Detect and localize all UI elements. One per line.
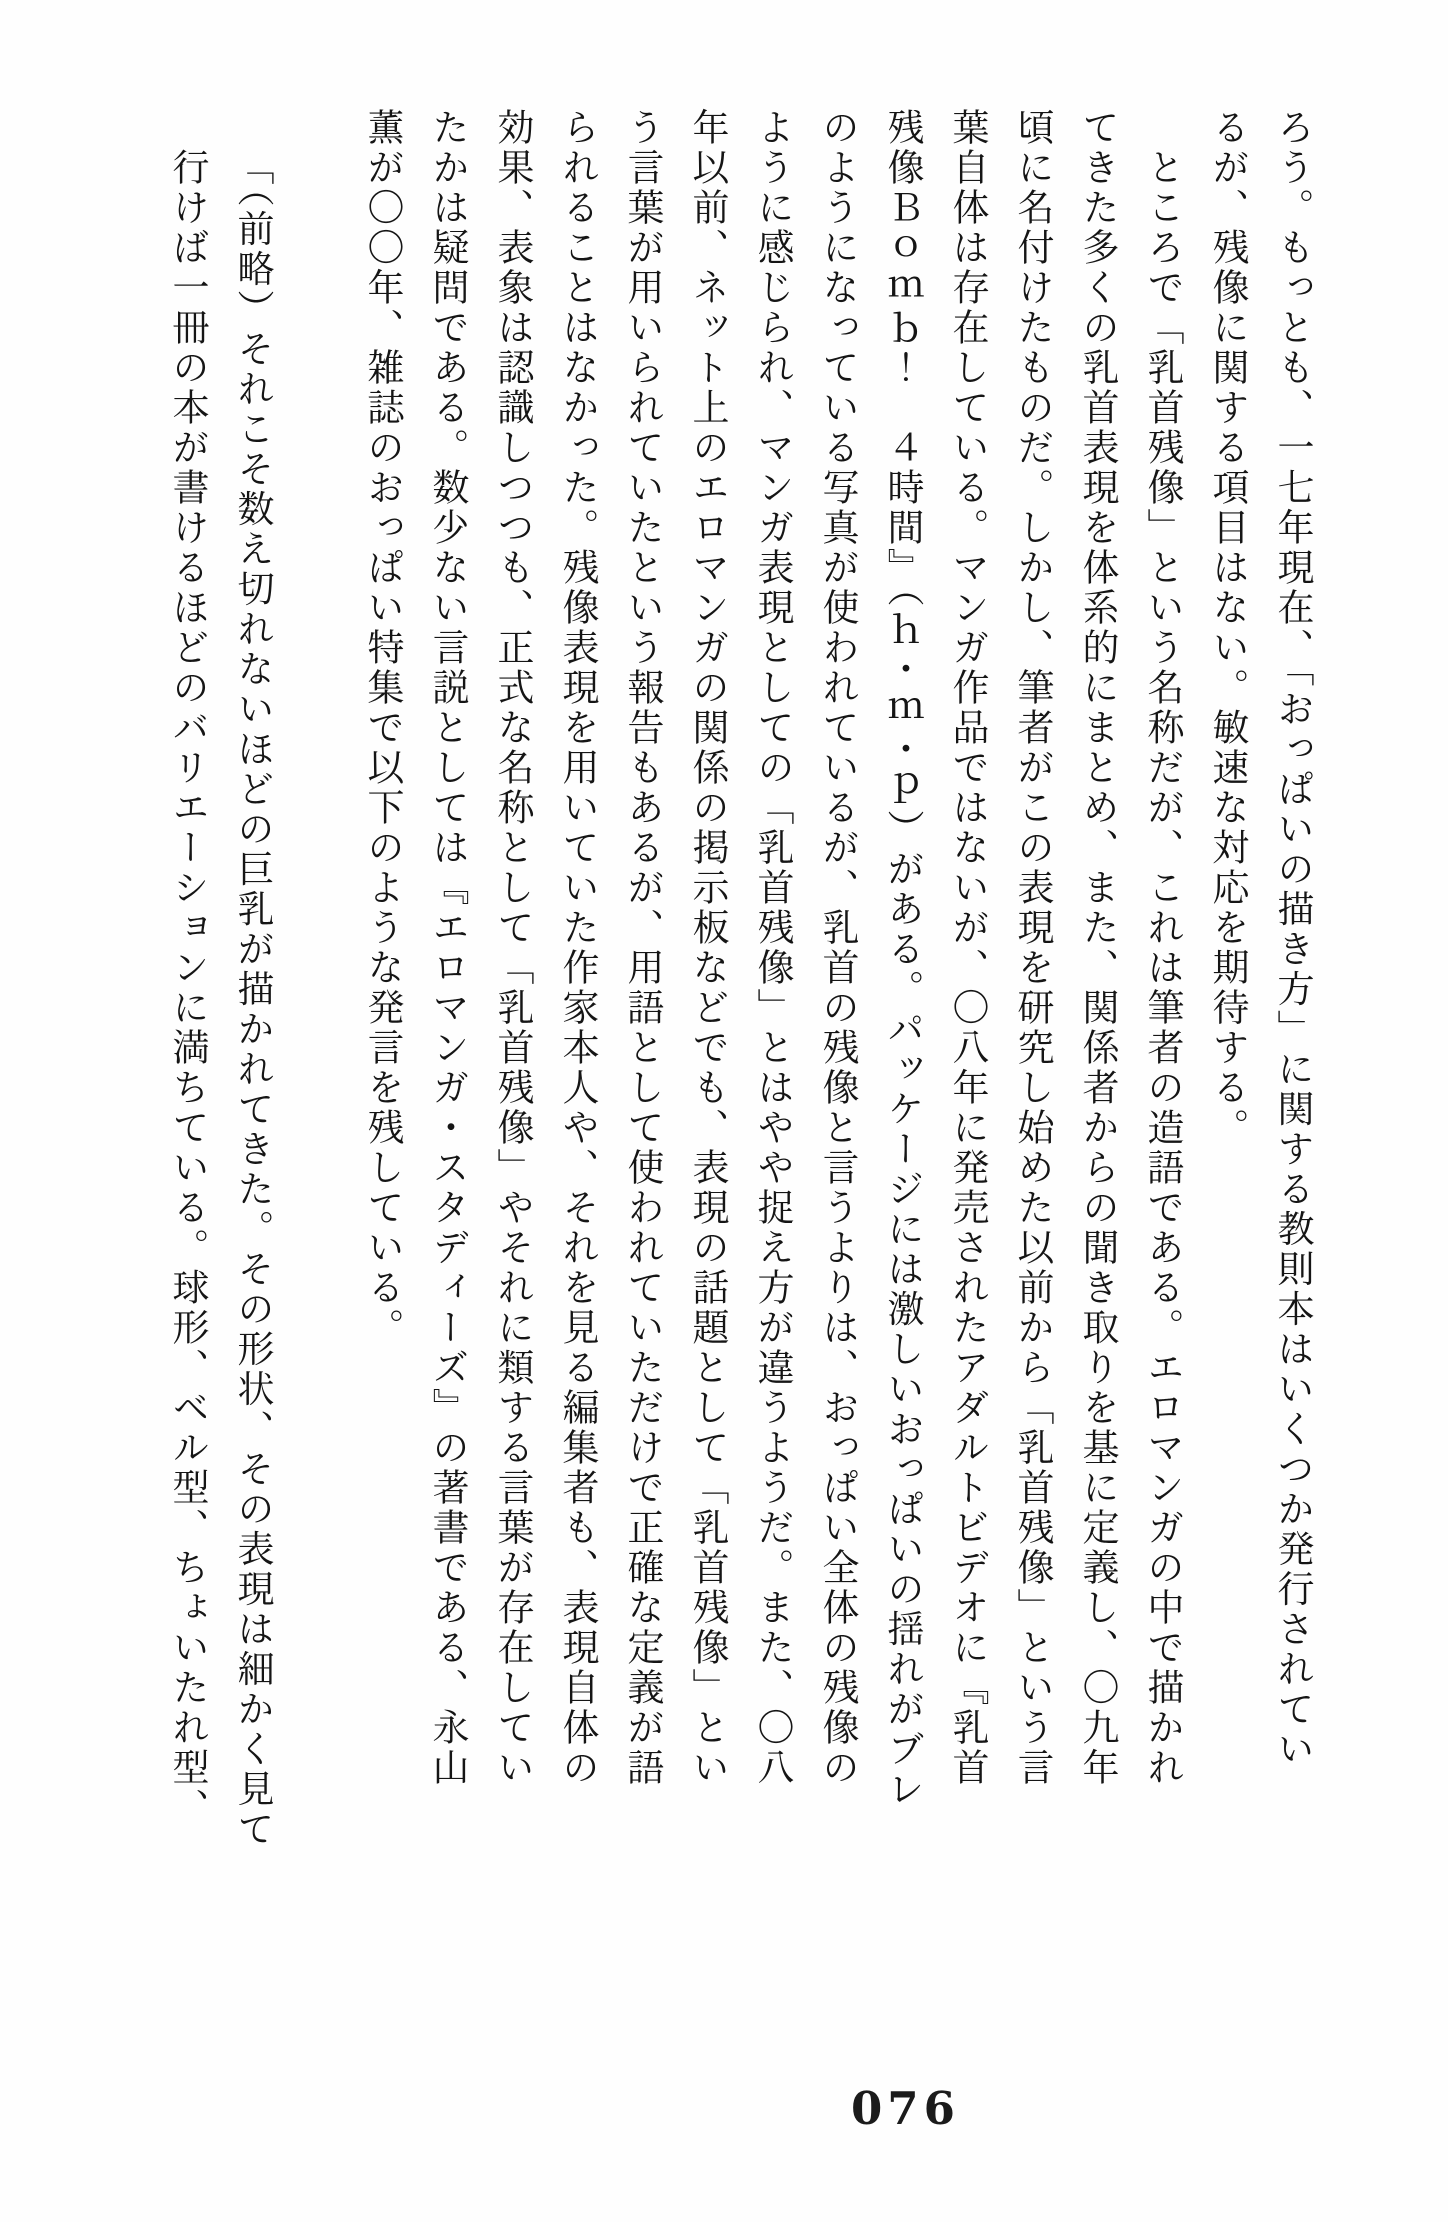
text-line: のようになっている写真が使われているが、乳首の残像と言うよりは、おっぱい全体の残像の	[816, 108, 857, 1788]
page-number: 076	[851, 2082, 960, 2135]
text-line: ところで「乳首残像」という名称だが、これは筆者の造語である。エロマンガの中で描かれ	[1141, 108, 1182, 1788]
text-line: てきた多くの乳首表現を体系的にまとめ、また、関係者からの聞き取りを基に定義し、〇九年	[1076, 108, 1117, 1788]
text-line: 葉自体は存在している。マンガ作品ではないが、〇八年に発売されたアダルトビデオに『乳首	[946, 108, 987, 1788]
text-line: るが、残像に関する項目はない。敏速な対応を期待する。	[1206, 108, 1247, 1148]
text-line: ように感じられ、マンガ表現としての「乳首残像」とはやや捉え方が違うようだ。また、〇八	[751, 108, 792, 1788]
text-line: ろう。もっとも、一七年現在、「おっぱいの描き方」に関する教則本はいくつか発行されてい	[1271, 108, 1312, 1770]
text-line: 年以前、ネット上のエロマンガの関係の掲示板などでも、表現の話題として「乳首残像」とい	[686, 108, 727, 1788]
quote-line: 行けば一冊の本が書けるほどのバリエーションに満ちている。球形、ベル型、ちょいたれ型、	[166, 148, 207, 1828]
text-line: 薫が〇〇年、雑誌のおっぱい特集で以下のような発言を残している。	[361, 108, 402, 1348]
text-line: 残像Ｂｏｍｂ！ ４時間』（ｈ・ｍ・ｐ）がある。パッケージには激しいおっぱいの揺れがブレ	[881, 108, 922, 1810]
quote-line: 「（前略）それこそ数え切れないほどの巨乳が描かれてきた。その形状、その表現は細かく見て	[231, 148, 272, 1850]
body-text	[154, 108, 1324, 1888]
text-line: られることはなかった。残像表現を用いていた作家本人や、それを見る編集者も、表現自体の	[556, 108, 597, 1788]
text-line: 効果、表象は認識しつつも、正式な名称として「乳首残像」やそれに類する言葉が存在してい	[491, 108, 532, 1788]
text-line: う言葉が用いられていたという報告もあるが、用語として使われていただけで正確な定義が語	[621, 108, 662, 1788]
text-line: 頃に名付けたものだ。しかし、筆者がこの表現を研究し始めた以前から「乳首残像」という言	[1011, 108, 1052, 1788]
text-line: たかは疑問である。数少ない言説としては『エロマンガ・スタディーズ』の著書である、永山	[426, 108, 467, 1788]
